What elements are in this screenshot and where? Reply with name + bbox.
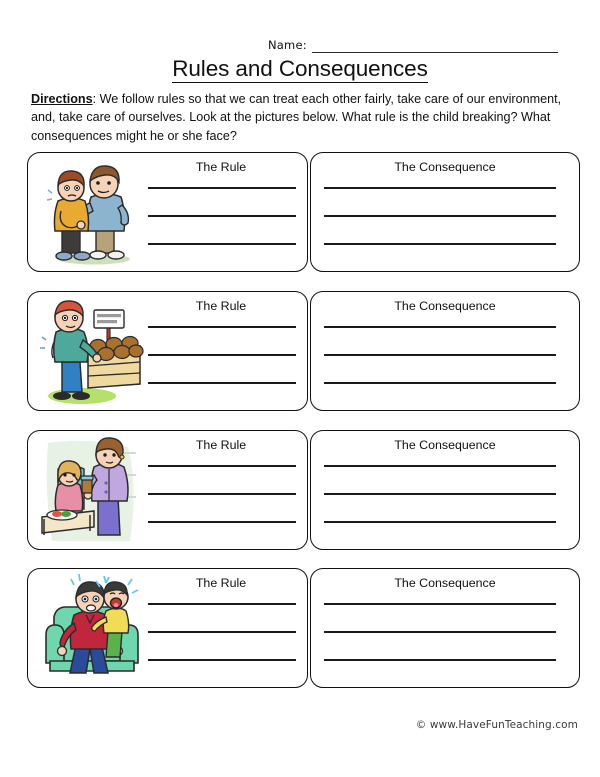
consequence-box-label: The Consequence bbox=[394, 160, 496, 174]
rule-answer-lines[interactable] bbox=[148, 603, 296, 661]
rule-box-label: The Rule bbox=[195, 299, 247, 313]
worksheet-row bbox=[0, 152, 600, 272]
consequence-box-label: The Consequence bbox=[394, 576, 496, 590]
rule-answer-lines[interactable] bbox=[148, 465, 296, 523]
answer-line[interactable] bbox=[148, 187, 296, 189]
consequence-answer-lines[interactable] bbox=[324, 465, 556, 523]
directions-separator: : bbox=[92, 92, 97, 106]
answer-line[interactable] bbox=[324, 354, 556, 356]
rule-box-label: The Rule bbox=[195, 438, 247, 452]
directions-label: Directions bbox=[31, 92, 93, 106]
rule-box-label: The Rule bbox=[195, 576, 247, 590]
footer-copyright: © www.HaveFunTeaching.com bbox=[415, 719, 578, 731]
consequence-box[interactable] bbox=[310, 568, 580, 688]
consequence-box[interactable] bbox=[310, 291, 580, 411]
rule-answer-lines[interactable] bbox=[148, 187, 296, 245]
consequence-box-label: The Consequence bbox=[394, 299, 496, 313]
rule-box[interactable] bbox=[27, 568, 308, 688]
consequence-box[interactable] bbox=[310, 430, 580, 550]
answer-line[interactable] bbox=[324, 493, 556, 495]
name-label: Name: bbox=[268, 37, 307, 52]
directions-text: We follow rules so that we can treat each other fairly, take care of our environment, and, take care of ourselves. Look at the pictures below. What rule is the child breaking? What consequences might he or she face? bbox=[31, 92, 562, 143]
consequence-answer-lines[interactable] bbox=[324, 603, 556, 661]
answer-line[interactable] bbox=[324, 382, 556, 384]
answer-line[interactable] bbox=[148, 215, 296, 217]
girl-at-table-with-mother-illustration bbox=[36, 435, 148, 547]
answer-line[interactable] bbox=[324, 215, 556, 217]
page-title-text: Rules and Consequences bbox=[172, 56, 428, 81]
two-boys-bullying-illustration bbox=[36, 157, 148, 269]
rule-box[interactable] bbox=[27, 430, 308, 550]
answer-line[interactable] bbox=[148, 521, 296, 523]
consequence-answer-lines[interactable] bbox=[324, 187, 556, 245]
answer-line[interactable] bbox=[148, 382, 296, 384]
answer-line[interactable] bbox=[148, 326, 296, 328]
answer-line[interactable] bbox=[324, 326, 556, 328]
rule-box[interactable] bbox=[27, 291, 308, 411]
consequence-box-label: The Consequence bbox=[394, 438, 496, 452]
answer-line[interactable] bbox=[148, 465, 296, 467]
worksheet-row bbox=[0, 568, 600, 688]
answer-line[interactable] bbox=[148, 659, 296, 661]
rule-box[interactable] bbox=[27, 152, 308, 272]
answer-line[interactable] bbox=[324, 603, 556, 605]
answer-line[interactable] bbox=[324, 521, 556, 523]
consequence-box[interactable] bbox=[310, 152, 580, 272]
answer-line[interactable] bbox=[148, 354, 296, 356]
answer-line[interactable] bbox=[148, 243, 296, 245]
answer-line[interactable] bbox=[148, 493, 296, 495]
answer-line[interactable] bbox=[324, 187, 556, 189]
answer-line[interactable] bbox=[324, 243, 556, 245]
man-in-armchair-with-crying-toddler-illustration bbox=[36, 573, 148, 685]
answer-line[interactable] bbox=[324, 659, 556, 661]
worksheet-row bbox=[0, 291, 600, 411]
answer-line[interactable] bbox=[324, 465, 556, 467]
consequence-answer-lines[interactable] bbox=[324, 326, 556, 384]
boy-at-produce-stand-illustration bbox=[36, 296, 148, 408]
answer-line[interactable] bbox=[324, 631, 556, 633]
worksheet-row bbox=[0, 430, 600, 550]
answer-line[interactable] bbox=[148, 603, 296, 605]
rule-box-label: The Rule bbox=[195, 160, 247, 174]
answer-line[interactable] bbox=[148, 631, 296, 633]
rule-answer-lines[interactable] bbox=[148, 326, 296, 384]
